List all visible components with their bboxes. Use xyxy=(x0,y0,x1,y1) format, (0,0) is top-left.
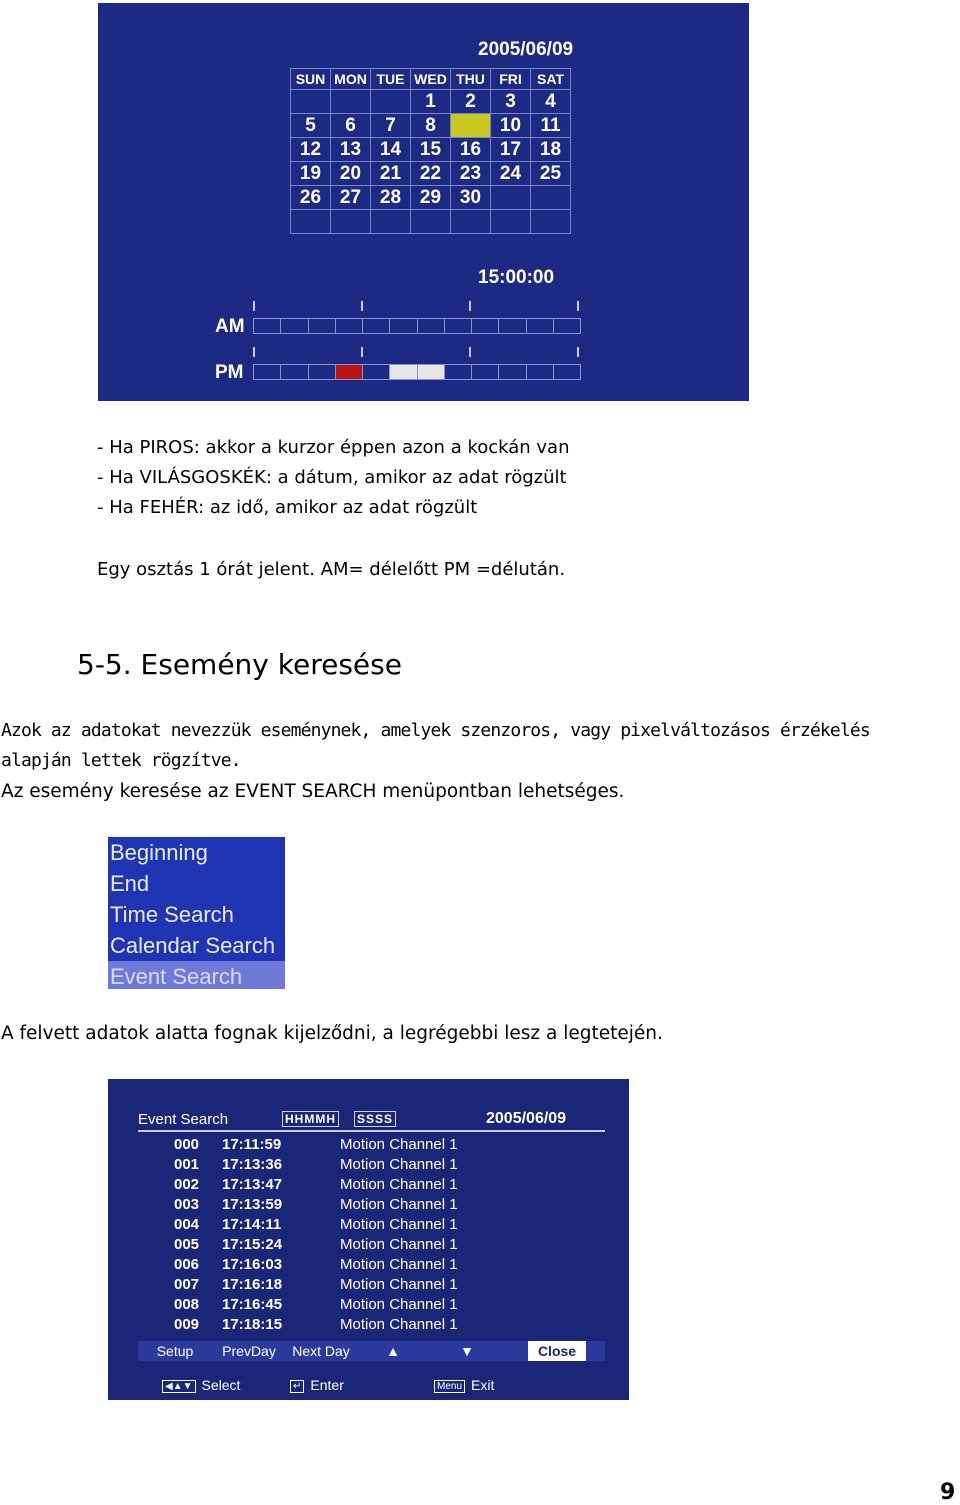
help-select-label: Select xyxy=(201,1377,241,1393)
calendar-grid xyxy=(290,68,571,234)
next-day-button[interactable]: Next Day xyxy=(292,1343,350,1359)
event-number: 000 xyxy=(174,1136,200,1153)
arrow-keys-icon: ◀▲▼ xyxy=(162,1380,196,1393)
calendar-day[interactable] xyxy=(451,210,491,234)
event-channel: Motion Channel 1 xyxy=(340,1136,458,1153)
calendar-day[interactable] xyxy=(531,186,571,210)
section-heading: 5-5. Esemény keresése xyxy=(77,648,402,681)
event-time: 17:16:18 xyxy=(222,1276,283,1293)
event-number: 008 xyxy=(174,1296,200,1313)
event-number: 002 xyxy=(174,1176,200,1193)
calendar-day[interactable]: 12 xyxy=(291,138,331,162)
calendar-day[interactable]: 27 xyxy=(331,186,371,210)
event-button-bar xyxy=(138,1341,605,1361)
close-button[interactable]: Close xyxy=(528,1341,586,1361)
calendar-day[interactable]: 29 xyxy=(411,186,451,210)
calendar-day[interactable]: 21 xyxy=(371,162,411,186)
pm-timeline-bar[interactable] xyxy=(253,364,581,380)
am-label: AM xyxy=(215,316,245,337)
event-time: 17:15:24 xyxy=(222,1236,283,1253)
event-number: 004 xyxy=(174,1216,200,1233)
weekday-wed: WED xyxy=(411,69,451,90)
event-channel: Motion Channel 1 xyxy=(340,1256,458,1273)
weekday-tue: TUE xyxy=(371,69,411,90)
event-channel: Motion Channel 1 xyxy=(340,1156,458,1173)
calendar-day[interactable] xyxy=(371,210,411,234)
event-search-date: 2005/06/09 xyxy=(486,1110,567,1127)
calendar-day[interactable]: 19 xyxy=(291,162,331,186)
calendar-day[interactable] xyxy=(491,210,531,234)
weekday-fri: FRI xyxy=(491,69,531,90)
event-time: 17:13:36 xyxy=(222,1156,283,1173)
calendar-day[interactable]: 30 xyxy=(451,186,491,210)
calendar-day[interactable]: 2 xyxy=(451,90,491,114)
weekday-thu: THU xyxy=(451,69,491,90)
paragraph-line-1: Azok az adatokat nevezzük eseménynek, amelyek szenzoros, vagy pixelváltozásos érzékelés xyxy=(1,720,870,741)
header-divider xyxy=(138,1130,605,1132)
calendar-day[interactable]: 5 xyxy=(291,114,331,138)
help-exit-label: Exit xyxy=(471,1377,495,1393)
help-exit xyxy=(434,1377,494,1393)
event-time: 17:11:59 xyxy=(222,1136,282,1153)
am-timeline-bar[interactable] xyxy=(253,318,581,334)
time-format-box: HHMMH xyxy=(282,1111,339,1127)
page-number: 9 xyxy=(940,1480,956,1505)
calendar-day[interactable]: 15 xyxy=(411,138,451,162)
menu-item-beginning[interactable]: Beginning xyxy=(110,840,208,865)
calendar-search-screenshot xyxy=(98,3,749,401)
recorded-hour-cell xyxy=(418,365,445,379)
bullet-red: - Ha PIROS: akkor a kurzor éppen azon a kockán van xyxy=(97,437,570,458)
calendar-day[interactable] xyxy=(491,186,531,210)
calendar-week xyxy=(291,90,571,114)
calendar-day[interactable]: 28 xyxy=(371,186,411,210)
calendar-day[interactable]: 25 xyxy=(531,162,571,186)
event-channel: Motion Channel 1 xyxy=(340,1216,458,1233)
calendar-day[interactable]: 17 xyxy=(491,138,531,162)
bullet-white: - Ha FEHÉR: az idő, amikor az adat rögzült xyxy=(97,497,478,518)
weekday-sun: SUN xyxy=(291,69,331,90)
calendar-day[interactable]: 3 xyxy=(491,90,531,114)
menu-item-calendar-search[interactable]: Calendar Search xyxy=(110,933,276,958)
calendar-day[interactable]: 20 xyxy=(331,162,371,186)
calendar-day[interactable]: 13 xyxy=(331,138,371,162)
calendar-day[interactable] xyxy=(291,210,331,234)
event-time: 17:13:59 xyxy=(222,1196,283,1213)
division-note: Egy osztás 1 órát jelent. AM= délelőtt PM =délután. xyxy=(97,559,566,580)
event-search-title: Event Search xyxy=(138,1111,229,1128)
calendar-day[interactable]: 16 xyxy=(451,138,491,162)
cursor-hour-cell xyxy=(336,365,363,379)
calendar-day[interactable] xyxy=(531,210,571,234)
event-time: 17:14:11 xyxy=(222,1216,282,1233)
seconds-format-box: SSSS xyxy=(354,1111,396,1127)
calendar-day[interactable]: 4 xyxy=(531,90,571,114)
calendar-day[interactable]: 22 xyxy=(411,162,451,186)
calendar-day[interactable]: 14 xyxy=(371,138,411,162)
event-number: 003 xyxy=(174,1196,200,1213)
event-number: 007 xyxy=(174,1276,200,1293)
enter-key-icon: ↵ xyxy=(290,1380,304,1393)
recorded-hour-cell xyxy=(390,365,417,379)
calendar-day[interactable] xyxy=(291,90,331,114)
event-channel: Motion Channel 1 xyxy=(340,1316,458,1333)
calendar-day[interactable] xyxy=(331,90,371,114)
calendar-day[interactable]: 18 xyxy=(531,138,571,162)
page-up-icon[interactable]: ▲ xyxy=(386,1343,400,1359)
calendar-day-selected[interactable]: 9 xyxy=(451,114,491,138)
calendar-day[interactable]: 1 xyxy=(411,90,451,114)
weekday-mon: MON xyxy=(331,69,371,90)
event-search-screenshot xyxy=(108,1079,629,1400)
am-hour-ticks xyxy=(253,301,581,311)
calendar-day[interactable] xyxy=(331,210,371,234)
page-down-icon[interactable]: ▼ xyxy=(460,1343,474,1359)
event-channel: Motion Channel 1 xyxy=(340,1236,458,1253)
bullet-light-blue: - Ha VILÁSGOSKÉK: a dátum, amikor az adat rögzült xyxy=(97,467,567,488)
calendar-week xyxy=(291,138,571,162)
calendar-day[interactable]: 26 xyxy=(291,186,331,210)
prev-day-button[interactable]: PrevDay xyxy=(222,1343,276,1359)
event-channel: Motion Channel 1 xyxy=(340,1196,458,1213)
weekday-header-row xyxy=(291,69,571,90)
weekday-sat: SAT xyxy=(531,69,571,90)
menu-item-end[interactable]: End xyxy=(110,871,150,896)
event-number: 005 xyxy=(174,1236,200,1253)
calendar-day[interactable]: 7 xyxy=(371,114,411,138)
calendar-week xyxy=(291,186,571,210)
event-number: 009 xyxy=(174,1316,200,1333)
calendar-date: 2005/06/09 xyxy=(478,39,574,60)
paragraph-line-2: alapján lettek rögzítve. xyxy=(1,750,241,771)
pm-label: PM xyxy=(215,362,244,383)
menu-item-event-search[interactable]: Event Search xyxy=(108,961,285,989)
calendar-time: 15:00:00 xyxy=(478,267,555,288)
paragraph-line-3: Az esemény keresése az EVENT SEARCH menüpontban lehetséges. xyxy=(1,781,625,802)
calendar-week xyxy=(291,210,571,234)
search-menu-screenshot xyxy=(108,837,285,989)
menu-key-icon: Menu xyxy=(434,1380,465,1393)
event-number: 001 xyxy=(174,1156,200,1173)
calendar-day[interactable]: 10 xyxy=(491,114,531,138)
event-channel: Motion Channel 1 xyxy=(340,1296,458,1313)
event-number: 006 xyxy=(174,1256,200,1273)
after-menu-text: A felvett adatok alatta fognak kijelződni, a legrégebbi lesz a legtetején. xyxy=(1,1023,663,1044)
help-enter-label: Enter xyxy=(310,1377,344,1393)
menu-item-time-search[interactable]: Time Search xyxy=(110,902,234,927)
event-channel: Motion Channel 1 xyxy=(340,1276,458,1293)
event-channel: Motion Channel 1 xyxy=(340,1176,458,1193)
calendar-day[interactable] xyxy=(411,210,451,234)
calendar-day[interactable]: 23 xyxy=(451,162,491,186)
help-select xyxy=(162,1377,240,1393)
setup-button[interactable]: Setup xyxy=(156,1343,194,1359)
event-time: 17:16:03 xyxy=(222,1256,283,1273)
help-enter xyxy=(290,1377,344,1393)
calendar-day[interactable]: 24 xyxy=(491,162,531,186)
calendar-day[interactable]: 8 xyxy=(411,114,451,138)
event-time: 17:13:47 xyxy=(222,1176,283,1193)
calendar-day[interactable]: 11 xyxy=(531,114,571,138)
pm-hour-ticks xyxy=(253,347,581,357)
calendar-day[interactable]: 6 xyxy=(331,114,371,138)
event-time: 17:16:45 xyxy=(222,1296,283,1313)
calendar-day[interactable] xyxy=(371,90,411,114)
calendar-week xyxy=(291,114,571,138)
calendar-week xyxy=(291,162,571,186)
event-time: 17:18:15 xyxy=(222,1316,283,1333)
